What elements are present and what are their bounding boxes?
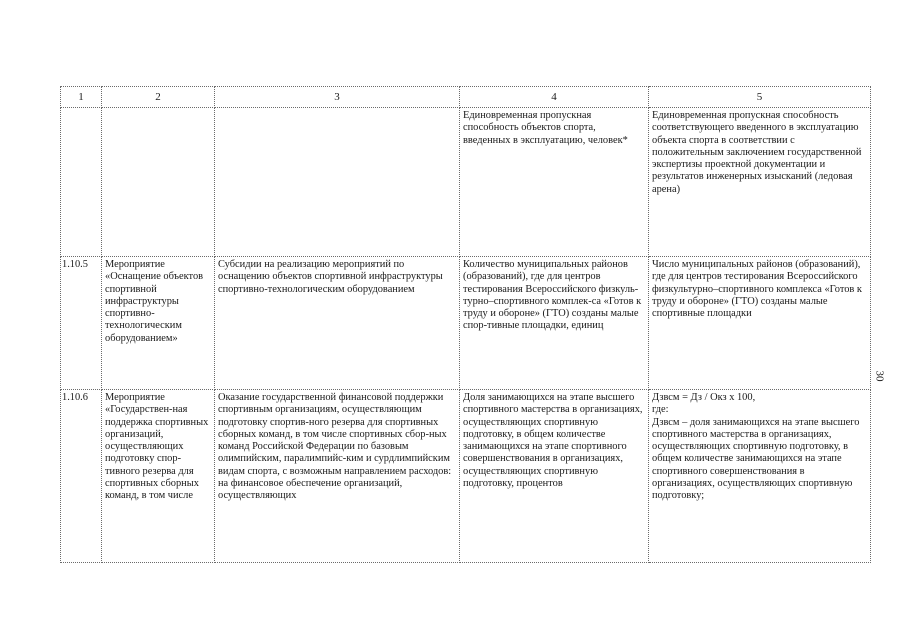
activity-name: Мероприятие «Оснащение объектов спортивной инфраструктуры спортивно-технологическим оборудованием» — [102, 257, 215, 390]
program-activities-table — [60, 86, 871, 563]
table-row — [61, 257, 871, 390]
row-number: 1.10.5 — [61, 257, 102, 390]
header-cell-2: 2 — [102, 87, 215, 108]
activity-description: Субсидии на реализацию мероприятий по оснащению объектов спортивной инфраструктуры спортивно-технологическим оборудованием — [215, 257, 460, 390]
calculation-method: Число муниципальных районов (образований), где для центров тестирования Всероссийского физкультурно–спортивного комплекса «Готов к труду и обороне» (ГТО) созданы малые спортивные площадки — [649, 257, 871, 390]
row-number: 1.10.6 — [61, 390, 102, 563]
indicator-name: Количество муниципальных районов (образований), где для центров тестирования Всероссийского физкуль-турно–спортивного комплек-са «Готов к труду и обороне» (ГТО) созданы малые спор-тивные площадки, единиц — [460, 257, 649, 390]
indicator-name: Доля занимающихся на этапе высшего спортивного мастерства в организациях, осуществляющих спортивную подготовку, в общем количестве занимающихся на этапе спортивного совершенствования в организациях, осуществляющих спортивную подготовку, процентов — [460, 390, 649, 563]
activity-description — [215, 108, 460, 257]
calculation-method: Дзвсм = Дз / Окз х 100, где: Дзвсм – доля занимающихся на этапе высшего спортивного мастерства в организациях, осуществляющих спортивную подготовку, в общем количестве занимающихся на этапе спортивного совершенствования в организациях, осуществляющих спортивную подготовку; — [649, 390, 871, 563]
calculation-method: Единовременная пропускная способность соответствующего введенного в эксплуатацию объекта спорта в соответствии с положительным заключением государственной экспертизы проектной документации и результатов инженерных изысканий (ледовая арена) — [649, 108, 871, 257]
header-cell-1: 1 — [61, 87, 102, 108]
table-header-row — [61, 87, 871, 108]
table-row — [61, 108, 871, 257]
activity-description: Оказание государственной финансовой поддержки спортивным организациям, осуществляющим подготовку спортив-ного резерва для спортивных сборных команд, в том числе спортивных сбор-ных команд Российской Федерации по базовым олимпийским, паралимпийс-ким и сурдлимпийским видам спорта, с возможным направлением расходов: на финансовое обеспечение организаций, осуществляющих — [215, 390, 460, 563]
activity-name: Мероприятие «Государствен-ная поддержка спортивных организаций, осуществляющих подготовку спор-тивного резерва для спортивных сборных команд, в том числе — [102, 390, 215, 563]
row-number — [61, 108, 102, 257]
header-cell-4: 4 — [460, 87, 649, 108]
page-number: 30 — [873, 370, 886, 382]
header-cell-5: 5 — [649, 87, 871, 108]
document-page — [60, 86, 870, 602]
header-cell-3: 3 — [215, 87, 460, 108]
indicator-name: Единовременная пропускная способность объектов спорта, введенных в эксплуатацию, человек* — [460, 108, 649, 257]
table-row — [61, 390, 871, 563]
activity-name — [102, 108, 215, 257]
